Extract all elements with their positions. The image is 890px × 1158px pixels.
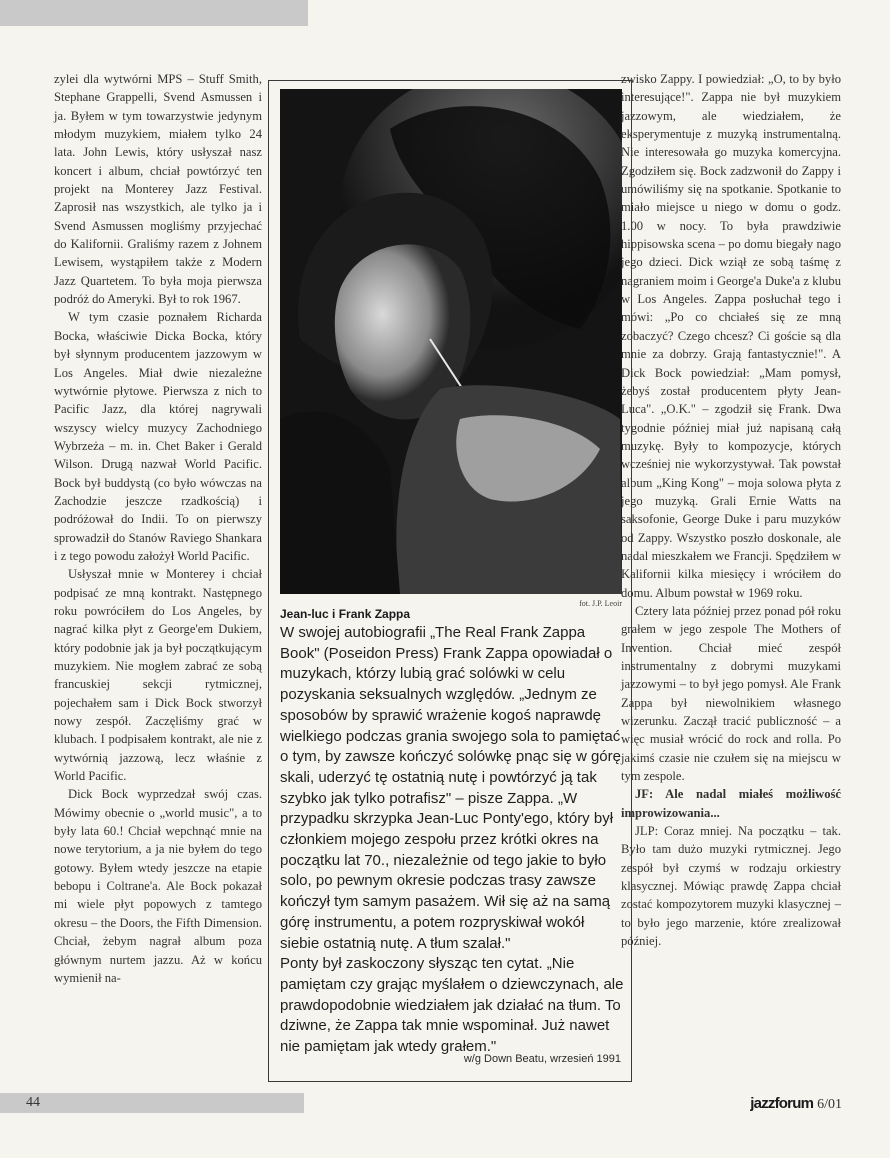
interview-question: JF: Ale nadal miałeś możliwość improwizowania... <box>621 787 841 820</box>
sidebar-box-area <box>268 80 632 1082</box>
left-paragraph-1: zylei dla wytwórni MPS – Stuff Smith, Stephane Grappelli, Svend Asmussen i ja. Byłem w tym towarzystwie jedynym młodym muzykiem, miałem tylko 24 lata. John Lewis, który usłyszał nasz koncert i album, chciał powtórzyć ten projekt na Monterey Jazz Festival. Zaprosił nas wszystkich, ale tylko ja i Svend Asmussen mogliśmy przyjechać do Kalifornii. Graliśmy razem z Johnem Lewisem, wystąpiłem także z Modern Jazz Quartetem. To była moja pierwsza podróż do Ameryki. Był to rok 1967. <box>54 72 262 307</box>
page-number: 44 <box>26 1095 40 1110</box>
right-paragraph-2: Cztery lata później przez ponad pół roku grałem w jego zespole The Mothers of Invention. Chciał mieć zespół instrumentalny z dobrymi muzykami jazzowymi – to był jego pomysł. Ale Frank Zappa był niewolnikiem własnego wizerunku. Zaczął tracić publiczność – a więc musiał wrócić do rock and rolla. Po jakimś czasie nie czułem się na miejscu w tym zespole. <box>621 603 841 784</box>
zappa-quote-block <box>280 623 624 1058</box>
right-text-column <box>621 70 841 951</box>
magazine-logo: jazzforum <box>750 1095 814 1112</box>
quote-paragraph-1: W swojej autobiografii „The Real Frank Zappa Book" (Poseidon Press) Frank Zappa opowiadał o muzykach, którzy lubią grać solówki w celu pozyskania seksualnych względów. „Jednym ze sposobów by sprawić wrażenie kogoś naprawdę wielkiego podczas grania swojego sola to pamiętać o tym, by zawsze kończyć solówkę pnąc się w górę skali, uderzyć tę ostatnią nutę i powtórzyć ją tak szybko jak tylko potrafisz" – pisze Zappa. „W przypadku skrzypka Jean-Luc Ponty'ego, który był członkiem mojego zespołu przez krótki okres na początku lat 70., niezależnie od tego jakie to było solo, po pewnym okresie podczas trasy zawsze kończył tym samym pasażem. Wił się aż na samą górę instrumentu, a potem rozpryskiwał wokół siebie ostatnią nutę. A tłum szalał." <box>280 624 621 952</box>
quote-source: w/g Down Beatu, wrzesień 1991 <box>463 1053 621 1065</box>
sidebar-box <box>268 80 632 1082</box>
quote-paragraph-2: Ponty był zaskoczony słysząc ten cytat. „Nie pamiętam czy grając myślałem o dziewczynach, ale prawdopodobnie wiedziałem jak działać na tłum. To dziwne, że Zappa tak mnie wspominał. Już nawet nie pamiętam jak wtedy grałem." <box>280 955 624 1056</box>
photo-caption: Jean-luc i Frank Zappa <box>280 607 411 621</box>
photo-image <box>280 89 622 594</box>
photo-caption-row <box>280 599 622 621</box>
right-paragraph-1: zwisko Zappy. I powiedział: „O, to by było interesujące!". Zappa nie był muzykiem jazzowym, ale wiedziałem, że eksperymentuje z muzyką instrumentalną. Nie interesowała go muzyka komercyjna. Zgodziłem się. Bock zadzwonił do Zappy i umówiliśmy się na spotkanie. Spotkanie to miało miejsce u niego w domu o godz. 1.00 w nocy. To była prawdziwie hippisowska scena – po domu biegały nago jego dzieci. Dick wziął ze sobą taśmę z nagraniem moim i George'a Duke'a z klubu w Los Angeles. Zappa posłuchał tego i mówi: „Po co chciałeś się ze mną zobaczyć? Czego chcesz? Ci goście są dla mnie za dobrzy. Grają fantastycznie!". A Dick Bock powiedział: „Mam pomysł, żebyś został producentem płyty Jean-Luca". „O.K." – zgodził się Frank. Dwa tygodnie później miał już napisaną całą muzykę. Były to kompozycje, których wcześniej nie wykorzystywał. Tak powstał album „King Kong" – moja solowa płyta z jego muzyką. Grali Ernie Watts na saksofonie, George Duke i paru muzyków od Zappy. Wszystko poszło doskonale, ale nadal mieszkałem we Francji. Spędziłem w Kalifornii kilka miesięcy i wróciłem do domu. Album powstał w 1969 roku. <box>621 72 841 600</box>
left-paragraph-2: W tym czasie poznałem Richarda Bocka, właściwie Dicka Bocka, który był słynnym producentem jazzowym w Los Angeles. Miał dwie niezależne wytwórnie płytowe. Pierwsza z nich to Pacific Jazz, dla której nagrywali wszyscy wielcy muzycy Zachodniego Wybrzeża – m. in. Chet Baker i Gerald Wilson. Drugą nazwał World Pacific. Bock był buddystą (co było wówczas na Zachodzie jeszcze rzadkością) i podróżował do Indii. To on pierwszy sprowadził do Stanów Raviego Shankara i z tego powodu założył World Pacific. <box>54 310 262 563</box>
magazine-footer <box>750 1094 842 1115</box>
left-text-column <box>54 70 262 987</box>
issue-number: 6/01 <box>817 1097 842 1112</box>
bottom-gray-bar <box>0 1093 304 1113</box>
top-gray-bar <box>0 0 308 26</box>
photo-jean-luc-and-zappa <box>280 89 622 594</box>
left-paragraph-3: Usłyszał mnie w Monterey i chciał podpisać ze mną kontrakt. Następnego roku powróciłem do Los Angeles, by nagrać kilka płyt z George'em Dukiem, który podobnie jak ja był początkującym muzykiem. Nie mogłem zabrać ze sobą francuskiej sekcji rytmicznej, pojechałem sam i Dick Bock stworzył nowy zespół. Zaczęliśmy grać w klubach. I podpisałem kontrakt, ale nie z wytwórnią jazzową, lecz właśnie z World Pacific. <box>54 567 262 784</box>
photo-credit: fot. J.P. Leoir <box>579 599 622 608</box>
interview-answer: JLP: Coraz mniej. Na początku – tak. Było tam dużo muzyki rytmicznej. Jego zespół był czymś w rodzaju orkiestry klasycznej. Mówiąc prawdę Zappa chciał zostać kompozytorem muzyki klasycznej – to było jego marzenie, które zrealizował później. <box>621 824 841 949</box>
left-paragraph-4: Dick Bock wyprzedzał swój czas. Mówimy obecnie o „world music", a to były lata 60.! Chciał wepchnąć mnie na nowe terytorium, a ja nie byłem do tego gotowy. Byłem wtedy jeszcze na etapie bebopu i Coltrane'a. Ale Bock pokazał mi wiele płyt popowych z tamtego okresu – the Doors, the Fifth Dimension. Chciał, żebym nagrał album poza głównym nurtem jazzu. Aż w końcu wymienił na- <box>54 787 262 985</box>
